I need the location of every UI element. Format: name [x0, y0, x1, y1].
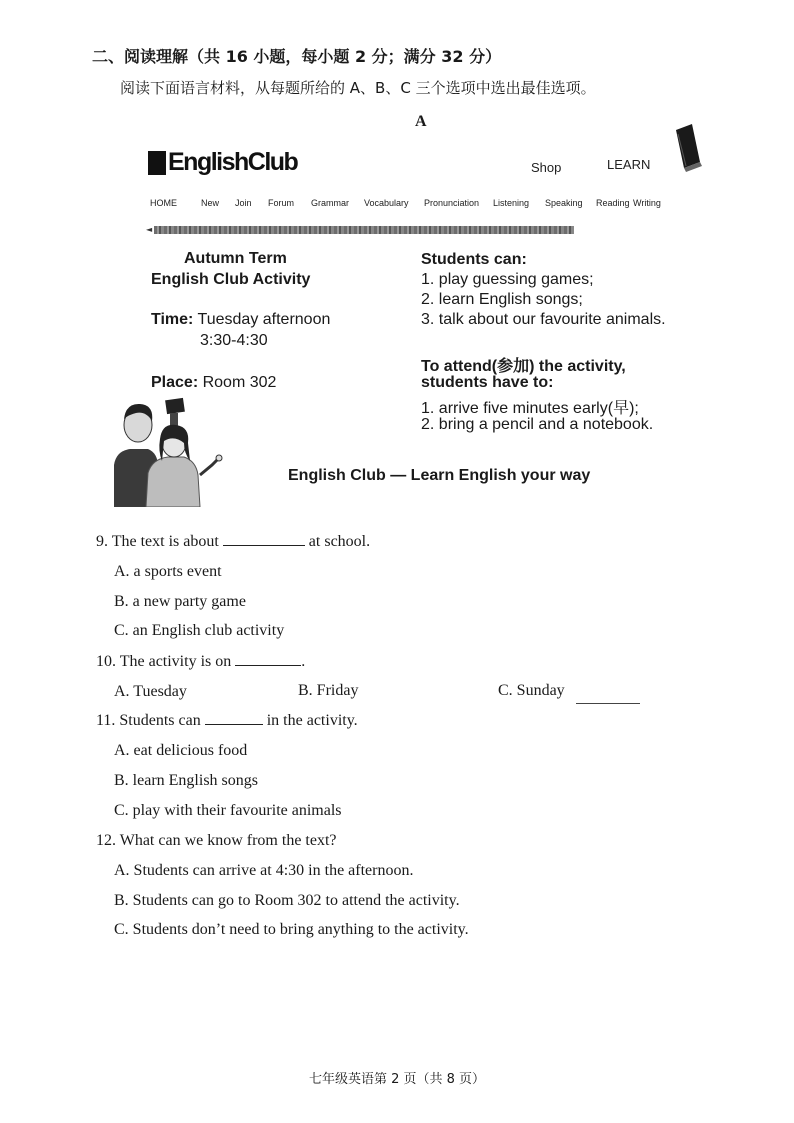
question-9	[96, 533, 370, 551]
time-range: 3:30-4:30	[200, 332, 268, 349]
scroll-track	[154, 226, 574, 234]
can-item-1: 1. play guessing games;	[421, 271, 594, 288]
nav-item-new: New	[201, 198, 220, 208]
nav-item-vocabulary: Vocabulary	[364, 198, 409, 208]
q11-option-a: A. eat delicious food	[114, 742, 248, 759]
place-label: Place:	[151, 374, 199, 391]
can-item-3: 3. talk about our favourite animals.	[421, 311, 666, 328]
question-10	[96, 653, 305, 671]
englishclub-logo	[148, 148, 297, 177]
passage-label: A	[415, 113, 427, 130]
q9-stem-before: 9. The text is about	[96, 533, 219, 550]
attend-item-2: 2. bring a pencil and a notebook.	[421, 416, 654, 433]
q9-stem-after: at school.	[308, 533, 371, 550]
can-heading: Students can:	[421, 251, 527, 268]
q10-stem-before: 10. The activity is on	[96, 653, 232, 670]
notice-term: Autumn Term	[184, 250, 287, 267]
stray-underline	[576, 703, 640, 704]
notice-activity: English Club Activity	[151, 271, 311, 288]
logo-text: EnglishClub	[168, 148, 298, 176]
attend-item-1: 1. arrive five minutes early(早);	[421, 400, 639, 417]
page-footer: 七年级英语第 2 页（共 8 页）	[308, 1072, 486, 1087]
nav-item-join: Join	[235, 198, 252, 208]
q10-option-c: C. Sunday	[498, 682, 565, 699]
q11-option-b: B. learn English songs	[114, 772, 258, 789]
q10-answer-blank[interactable]	[235, 665, 301, 666]
q12-option-c: C. Students don’t need to bring anything to the activity.	[114, 921, 469, 938]
book-icon	[672, 124, 702, 172]
q10-option-b: B. Friday	[298, 682, 359, 699]
nav-item-forum: Forum	[268, 198, 295, 208]
section-instruction: 阅读下面语言材料，从每题所给的 A、B、C 三个选项中选出最佳选项。	[120, 79, 596, 97]
notice-place	[151, 374, 276, 392]
question-12: 12. What can we know from the text?	[96, 832, 337, 849]
q10-stem-after: .	[301, 653, 306, 670]
q9-option-c: C. an English club activity	[114, 622, 285, 639]
scroll-left-icon: ◄	[146, 225, 153, 234]
q9-option-b: B. a new party game	[114, 593, 246, 610]
students-illustration	[108, 395, 226, 507]
q9-answer-blank[interactable]	[223, 545, 305, 546]
place-value: Room 302	[202, 374, 277, 391]
q9-option-a: A. a sports event	[114, 563, 222, 580]
q11-stem-after: in the activity.	[266, 712, 358, 729]
section-title: 二、阅读理解（共 16 小题，每小题 2 分；满分 32 分）	[92, 47, 502, 66]
nav-item-home: HOME	[150, 198, 177, 208]
nav-item-listening: Listening	[493, 198, 530, 208]
q12-option-a: A. Students can arrive at 4:30 in the afternoon.	[114, 862, 414, 879]
attend-heading-2: students have to:	[421, 374, 554, 391]
q12-option-b: B. Students can go to Room 302 to attend the activity.	[114, 892, 460, 909]
question-11	[96, 712, 358, 730]
learn-link: LEARN	[607, 157, 651, 172]
club-slogan: English Club — Learn English your way	[288, 467, 591, 484]
nav-item-grammar: Grammar	[311, 198, 349, 208]
site-nav	[150, 198, 673, 208]
nav-item-reading: Reading	[596, 198, 630, 208]
notice-time	[151, 311, 330, 329]
q10-option-a: A. Tuesday	[114, 683, 187, 700]
q11-stem-before: 11. Students can	[96, 712, 201, 729]
time-label: Time:	[151, 311, 194, 328]
time-value: Tuesday afternoon	[197, 311, 331, 328]
scrollbar	[146, 224, 574, 236]
nav-item-pronunciation: Pronunciation	[424, 198, 480, 208]
q11-answer-blank[interactable]	[205, 724, 263, 725]
shop-link: Shop	[531, 160, 562, 175]
can-item-2: 2. learn English songs;	[421, 291, 583, 308]
nav-item-writing: Writing	[633, 198, 661, 208]
q11-option-c: C. play with their favourite animals	[114, 802, 342, 819]
nav-item-speaking: Speaking	[545, 198, 583, 208]
logo-mark-icon	[148, 151, 166, 175]
attend-heading-1: To attend(参加) the activity,	[421, 358, 626, 375]
